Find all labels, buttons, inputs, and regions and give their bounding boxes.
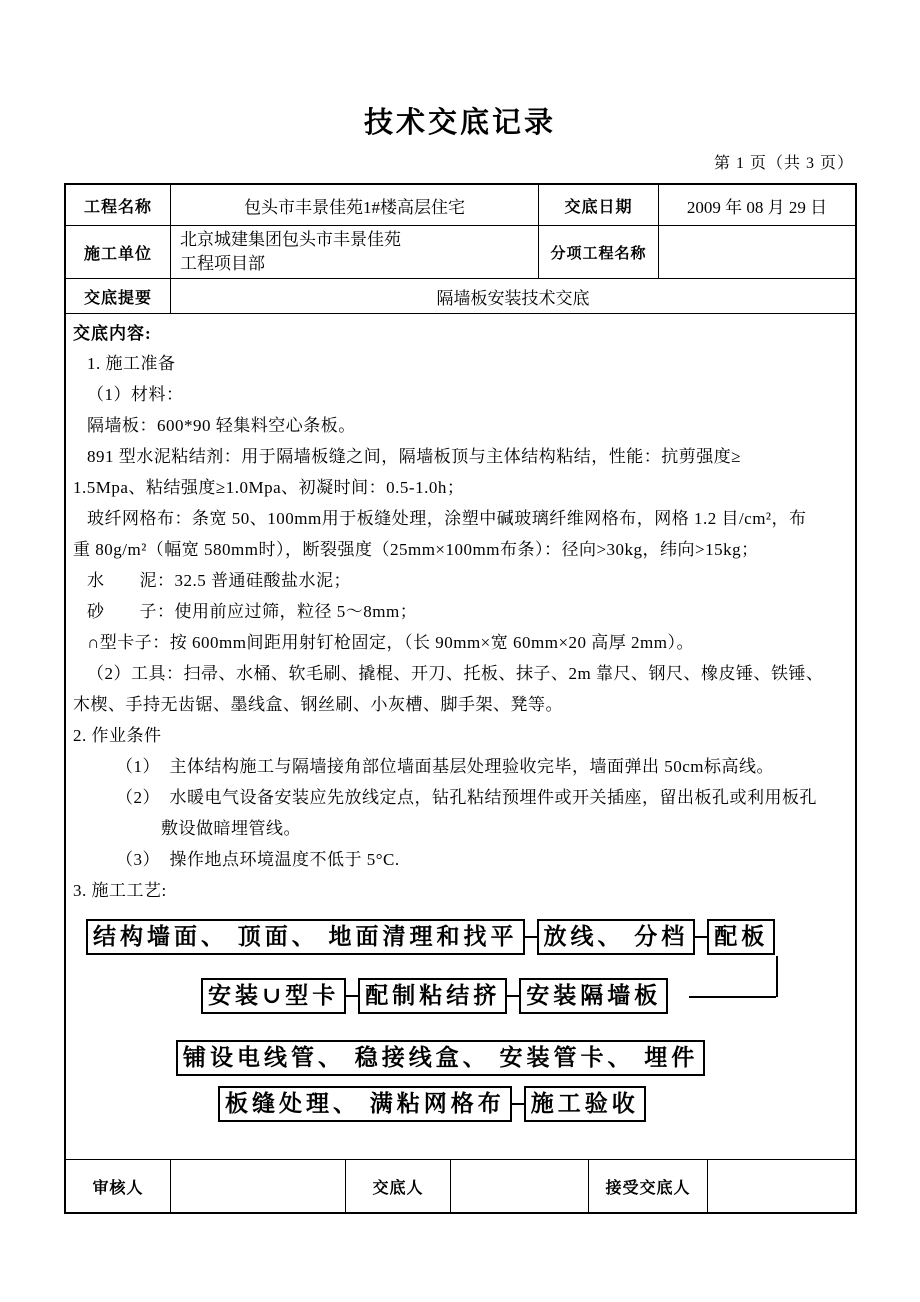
content-line: 木楔、手持无齿锯、墨线盒、钢丝刷、小灰槽、脚手架、凳等。 <box>73 695 563 714</box>
discloser-label: 交底人 <box>346 1160 451 1212</box>
receiver-label: 接受交底人 <box>589 1160 708 1212</box>
flow-row-2 <box>201 978 668 1014</box>
summary-label: 交底提要 <box>66 279 171 313</box>
flow-row-4 <box>218 1086 646 1122</box>
construction-unit-line2: 工程项目部 <box>180 254 265 273</box>
subproject-label: 分项工程名称 <box>539 226 659 278</box>
reviewer-label: 审核人 <box>66 1160 171 1212</box>
project-name-value: 包头市丰景佳苑1#楼高层住宅 <box>171 185 539 225</box>
construction-unit-value <box>171 226 539 278</box>
content-cell <box>66 320 855 1160</box>
header-row-project <box>66 185 855 226</box>
flow-connector-line <box>507 995 519 997</box>
flow-connector-line <box>525 936 537 938</box>
content-line: 2. 作业条件 <box>73 726 162 745</box>
content-line: （1） 主体结构施工与隔墙接角部位墙面基层处理验收完毕，墙面弹出 50cm标高线。 <box>116 757 775 776</box>
flow-step-box: 铺设电线管、 稳接线盒、 安装管卡、 埋件 <box>176 1040 705 1076</box>
content-line: 敷设做暗埋管线。 <box>161 819 301 838</box>
flow-step-box: 安装∪型卡 <box>201 978 346 1014</box>
discloser-value <box>451 1160 589 1212</box>
flow-step-box: 结构墙面、 顶面、 地面清理和找平 <box>86 919 525 955</box>
disclosure-date-value: 2009 年 08 月 29 日 <box>686 197 828 217</box>
flow-step-box: 配板 <box>707 919 775 955</box>
construction-unit-line1: 北京城建集团包头市丰景佳苑 <box>180 230 401 249</box>
content-line: （2） 水暖电气设备安装应先放线定点，钻孔粘结预埋件或开关插座，留出板孔或利用板孔 <box>116 788 817 807</box>
summary-value: 隔墙板安装技术交底 <box>436 288 590 308</box>
flow-step-box: 放线、 分档 <box>537 919 696 955</box>
disclosure-date-label: 交底日期 <box>539 185 659 225</box>
content-line: 1. 施工准备 <box>87 354 176 373</box>
content-line: （3） 操作地点环境温度不低于 5°C. <box>116 850 400 869</box>
flow-connector-line <box>512 1103 524 1105</box>
flow-row-1 <box>86 919 775 955</box>
content-line: 隔墙板：600*90 轻集料空心条板。 <box>87 416 356 435</box>
construction-unit-label: 施工单位 <box>66 226 171 278</box>
content-label: 交底内容: <box>73 324 152 343</box>
page-number-info: 第 1 页（共 3 页） <box>713 155 854 172</box>
header-row-summary <box>66 279 855 314</box>
content-lines <box>66 348 855 906</box>
content-line: （1）材料： <box>87 385 184 404</box>
doc-title: 技术交底记录 <box>363 107 556 139</box>
flow-step-box: 板缝处理、 满粘网格布 <box>218 1086 512 1122</box>
content-line: 3. 施工工艺: <box>73 881 167 900</box>
flow-step-box: 施工验收 <box>524 1086 646 1122</box>
flow-elbow-vertical-line <box>776 956 778 997</box>
content-line: ∩型卡子：按 600mm间距用射钉枪固定，（长 90mm×宽 60mm×20 高厚 2mm）。 <box>87 633 694 652</box>
content-line: 砂 子：使用前应过筛，粒径 5～8mm； <box>87 602 418 621</box>
content-line: 重 80g/m²（幅宽 580mm时），断裂强度（25mm×100mm布条）：径向>30kg，纬向>15kg； <box>73 540 759 559</box>
flow-row-3 <box>176 1040 705 1076</box>
flow-step-box: 安装隔墙板 <box>519 978 668 1014</box>
flow-connector-line <box>346 995 358 997</box>
content-line: 891 型水泥粘结剂：用于隔墙板缝之间，隔墙板顶与主体结构粘结，性能：抗剪强度≥ <box>87 447 742 466</box>
signature-row <box>66 1160 855 1212</box>
content-line: 水 泥：32.5 普通硅酸盐水泥； <box>87 571 351 590</box>
header-row-unit <box>66 226 855 279</box>
main-table <box>64 183 857 1214</box>
reviewer-value <box>171 1160 346 1212</box>
content-line: （2）工具：扫帚、水桶、软毛刷、撬棍、开刀、托板、抹子、2m 靠尺、钢尺、橡皮锤、铁锤、 <box>87 664 824 683</box>
subproject-value <box>659 226 855 278</box>
content-line: 玻纤网格布：条宽 50、100mm用于板缝处理，涂塑中碱玻璃纤维网格布，网格 1.2 目/cm²，布 <box>87 509 807 528</box>
flow-elbow-horizontal-line <box>689 996 776 998</box>
receiver-value <box>708 1160 855 1212</box>
content-line: 1.5Mpa、粘结强度≥1.0Mpa、初凝时间：0.5-1.0h； <box>73 478 465 497</box>
flow-connector-line <box>695 936 707 938</box>
flow-step-box: 配制粘结挤 <box>358 978 507 1014</box>
project-name-label: 工程名称 <box>66 185 171 225</box>
